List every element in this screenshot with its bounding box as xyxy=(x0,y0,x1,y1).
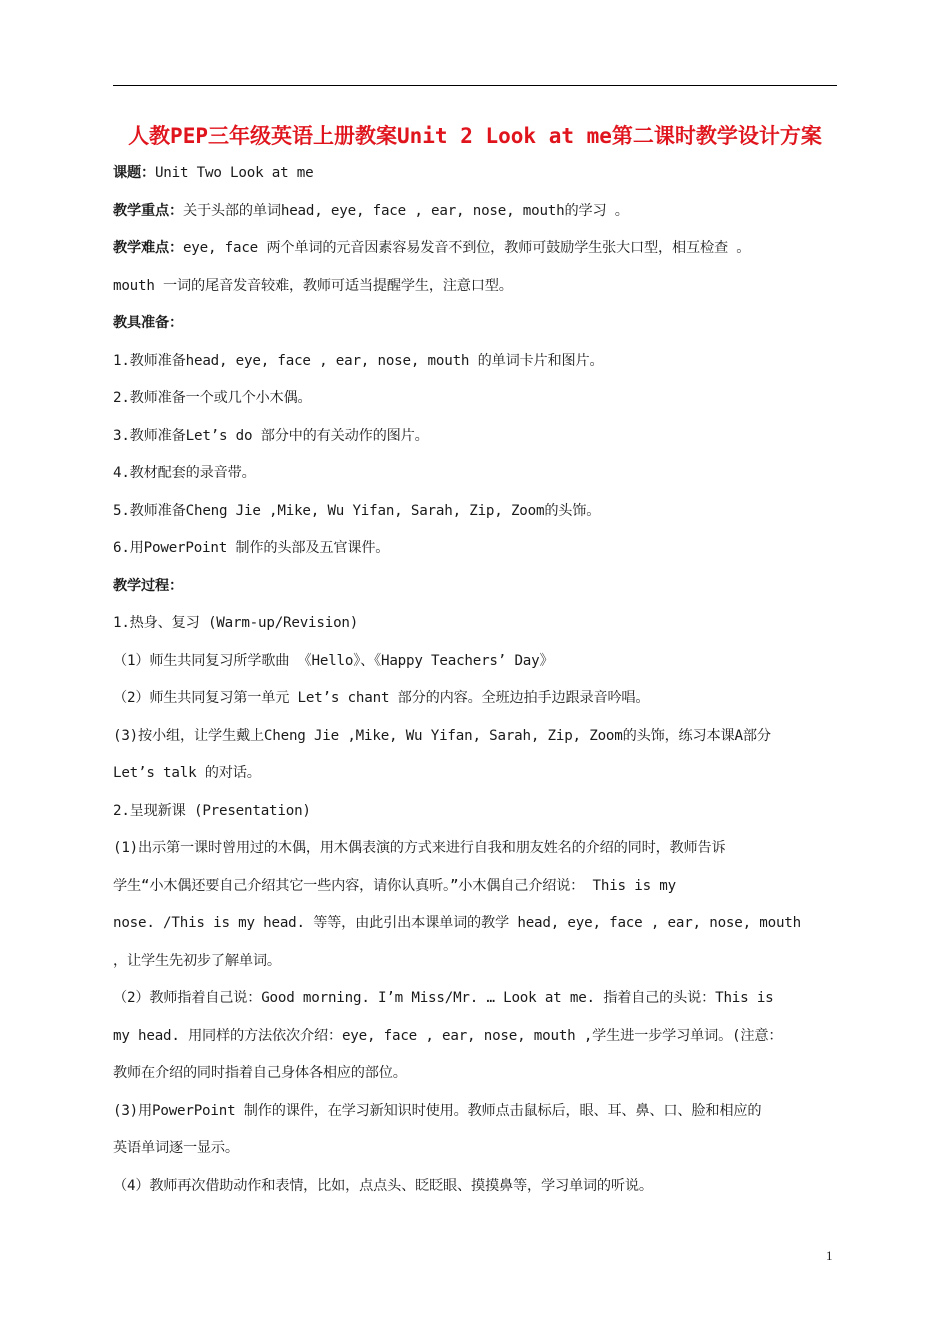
section-label: 教学重点： xyxy=(113,202,183,219)
text-line xyxy=(113,418,843,456)
document-body xyxy=(113,155,843,1205)
text-line xyxy=(113,568,843,606)
line-text: （2）教师指着自己说：Good morning. I’m Miss/Mr. … Look at me. 指着自己的头说：This is xyxy=(113,990,774,1006)
line-text: 3.教师准备Let’s do 部分中的有关动作的图片。 xyxy=(113,427,429,444)
line-text: (3)按小组，让学生戴上Cheng Jie ,Mike, Wu Yifan, Sarah, Zip, Zoom的头饰，练习本课A部分 xyxy=(113,727,771,744)
line-text: Let’s talk 的对话。 xyxy=(113,765,261,781)
header-rule xyxy=(113,85,837,86)
text-line xyxy=(113,793,843,831)
line-text: nose. /This is my head. 等等，由此引出本课单词的教学 head, eye, face , ear, nose, mouth xyxy=(113,915,801,931)
line-text: eye, face 两个单词的元音因素容易发音不到位，教师可鼓励学生张大口型，相互检查 。 xyxy=(182,240,751,256)
text-line xyxy=(113,943,843,981)
text-line xyxy=(113,193,843,231)
line-text: (3)用PowerPoint 制作的课件，在学习新知识时使用。教师点击鼠标后，眼、耳、鼻、口、脸和相应的 xyxy=(113,1102,762,1119)
text-line xyxy=(113,305,843,343)
text-line xyxy=(113,1018,843,1056)
line-text: 关于头部的单词head, eye, face , ear, nose, mouth的学习 。 xyxy=(182,202,629,219)
text-line xyxy=(113,455,843,493)
text-line xyxy=(113,1055,843,1093)
page-number: 1 xyxy=(826,1248,833,1263)
line-text: 6.用PowerPoint 制作的头部及五官课件。 xyxy=(113,540,390,556)
text-line xyxy=(113,980,843,1018)
text-line xyxy=(113,268,843,306)
text-line xyxy=(113,1130,843,1168)
line-text: my head. 用同样的方法依次介绍：eye, face , ear, nose, mouth ,学生进一步学习单词。(注意： xyxy=(113,1027,783,1044)
text-line xyxy=(113,380,843,418)
text-line xyxy=(113,530,843,568)
section-label: 教学过程： xyxy=(113,577,183,594)
section-label: 教学难点： xyxy=(113,240,183,256)
line-text: 4.教材配套的录音带。 xyxy=(113,465,256,481)
line-text: 英语单词逐一显示。 xyxy=(113,1140,239,1156)
text-line xyxy=(113,830,843,868)
line-text: （2）师生共同复习第一单元 Let’s chant 部分的内容。全班边拍手边跟录音吟唱。 xyxy=(113,690,650,706)
section-label: 课题： xyxy=(113,165,155,181)
document-title: 人教PEP三年级英语上册教案Unit 2 Look at me第二课时教学设计方案 xyxy=(128,124,822,148)
line-text: （1）师生共同复习所学歌曲 《Hello》、《Happy Teachers’ Day》 xyxy=(113,652,554,669)
text-line xyxy=(113,868,843,906)
text-line xyxy=(113,493,843,531)
line-text: Unit Two Look at me xyxy=(154,165,314,181)
text-line xyxy=(113,343,843,381)
line-text: 1.教师准备head, eye, face , ear, nose, mouth 的单词卡片和图片。 xyxy=(113,352,604,369)
section-label: 教具准备： xyxy=(113,315,183,331)
text-line xyxy=(113,605,843,643)
text-line xyxy=(113,755,843,793)
text-line xyxy=(113,1093,843,1131)
text-line xyxy=(113,1168,843,1206)
line-text: （4）教师再次借助动作和表情，比如，点点头、眨眨眼、摸摸鼻等，学习单词的听说。 xyxy=(113,1177,653,1194)
text-line xyxy=(113,230,843,268)
line-text: 教师在介绍的同时指着自己身体各相应的部位。 xyxy=(113,1065,407,1081)
line-text: mouth 一词的尾音发音较难，教师可适当提醒学生，注意口型。 xyxy=(113,277,513,294)
text-line xyxy=(113,718,843,756)
line-text: (1)出示第一课时曾用过的木偶，用木偶表演的方式来进行自我和朋友姓名的介绍的同时，教师告诉 xyxy=(113,840,726,856)
line-text: 1.热身、复习 (Warm-up/Revision) xyxy=(113,615,359,631)
line-text: 5.教师准备Cheng Jie ,Mike, Wu Yifan, Sarah, Zip, Zoom的头饰。 xyxy=(113,502,601,519)
line-text: ，让学生先初步了解单词。 xyxy=(113,952,281,969)
line-text: 2.教师准备一个或几个小木偶。 xyxy=(113,390,312,406)
text-line xyxy=(113,643,843,681)
text-line xyxy=(113,680,843,718)
line-text: 学生“小木偶还要自己介绍其它一些内容，请你认真听。”小木偶自己介绍说： This is my xyxy=(113,877,676,894)
text-line xyxy=(113,905,843,943)
line-text: 2.呈现新课 (Presentation) xyxy=(113,802,311,819)
text-line xyxy=(113,155,843,193)
